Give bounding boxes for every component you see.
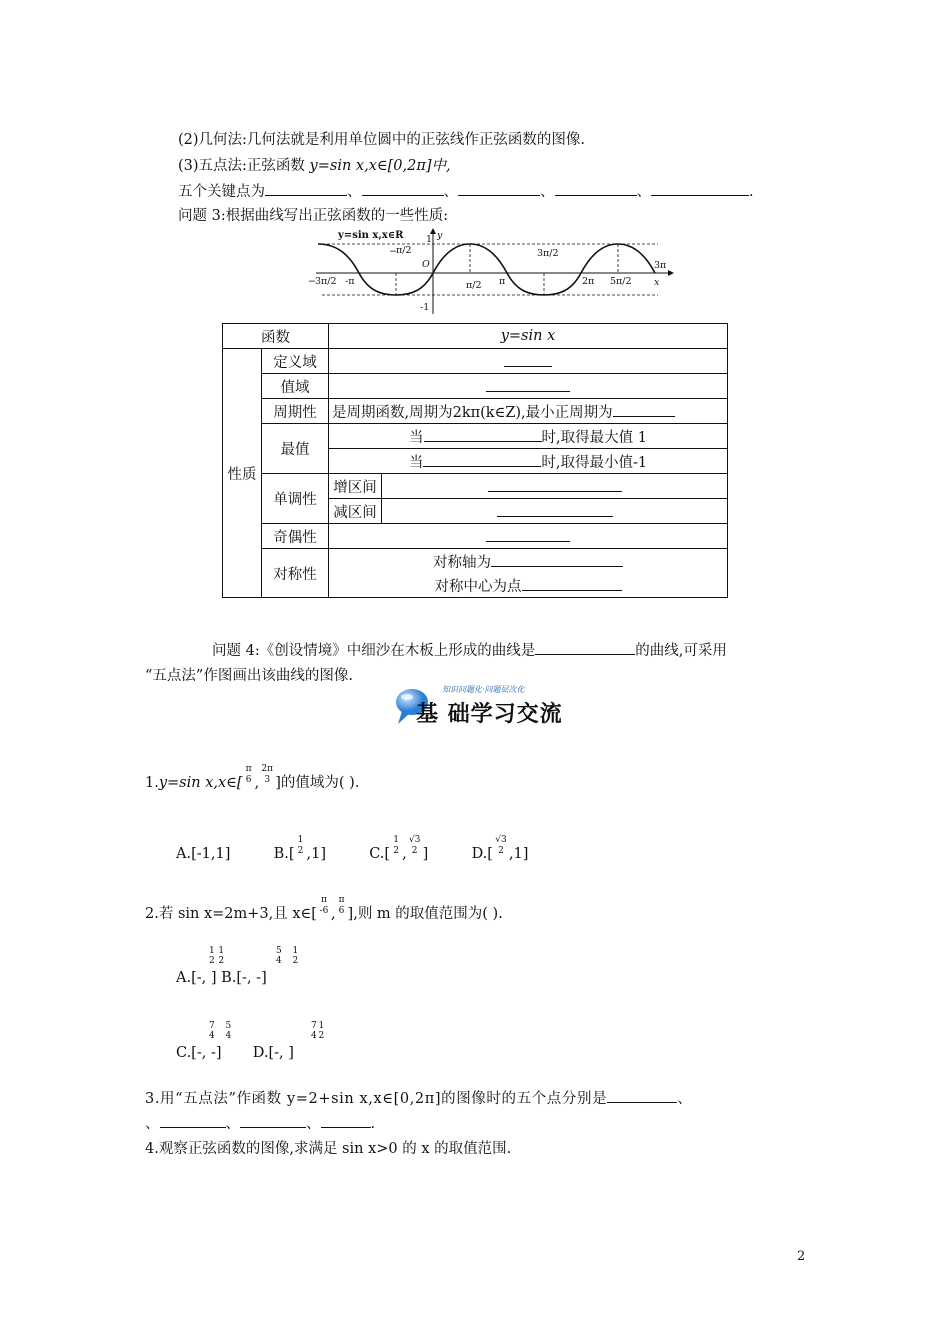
- exercise-2: 2.若 sin x=2m+3,且 x∈[ π -6 , π 6 ],则 m 的取值范围为( ).: [145, 895, 503, 922]
- sine-curve: [318, 244, 655, 295]
- svg-text:5π/2: 5π/2: [610, 276, 632, 287]
- five-point-method-line: [178, 154, 451, 175]
- q1-option-a[interactable]: A.[-1,1]: [176, 846, 231, 862]
- decrease-answer[interactable]: [382, 499, 728, 524]
- question-4-line1: 问题 4:《创设情境》中细沙在木板上形成的曲线是 的曲线,可采用: [212, 639, 727, 660]
- svg-text:3π: 3π: [654, 260, 667, 271]
- svg-text:-π: -π: [345, 276, 355, 287]
- section-banner: [394, 684, 564, 726]
- blank-5[interactable]: [651, 181, 749, 196]
- parity-answer[interactable]: [329, 524, 728, 549]
- group-label: 性质: [223, 349, 262, 598]
- blank-4[interactable]: [555, 181, 637, 196]
- row-monotone: 单调性: [262, 474, 329, 524]
- svg-text:π: π: [499, 276, 506, 287]
- five-point-prefix: (3)五点法:正弦函数: [178, 158, 310, 174]
- page-number: 2: [797, 1249, 806, 1264]
- exercise-2-options-ab: [176, 970, 267, 986]
- q2-option-b[interactable]: B.[-, -]: [221, 970, 267, 986]
- axis-cell: 对称轴为: [329, 549, 728, 574]
- q1-option-b[interactable]: B.[ 1 2 ,1]: [273, 835, 326, 862]
- svg-text:3π/2: 3π/2: [537, 248, 559, 259]
- properties-table: [222, 323, 728, 598]
- exercise-3-line2: 、 、 、 .: [145, 1112, 375, 1133]
- q1-option-d[interactable]: D.[ √3 2 ,1]: [471, 835, 529, 862]
- graph-title: y=sin x,x∈R: [338, 230, 404, 241]
- question-4-line2: “五点法”作图画出该曲线的图像.: [145, 668, 353, 684]
- domain-answer[interactable]: [329, 349, 728, 374]
- increase-answer[interactable]: [382, 474, 728, 499]
- key-points-label: 五个关键点为: [178, 184, 265, 200]
- exercise-3: 3.用“五点法”作函数 y=2+sin x,x∈[0,2π]的图像时的五个点分别是 、: [145, 1087, 692, 1108]
- max-cell: 当 时,取得最大值 1: [329, 424, 728, 449]
- svg-text:π/2: π/2: [466, 280, 482, 291]
- q2-option-d[interactable]: D.[-, ]: [252, 1045, 294, 1061]
- header-func: 函数: [223, 324, 329, 349]
- center-cell: 对称中心为点: [329, 573, 728, 598]
- q4-blank[interactable]: [535, 640, 635, 655]
- exercise-1: 1.y=sin x,x∈[ π 6 , 2π 3 ]的值域为( ).: [145, 764, 360, 791]
- key-points-line: 五个关键点为 、 、 、 、 .: [178, 180, 754, 201]
- decrease-label: 减区间: [329, 499, 382, 524]
- sine-graph: [308, 226, 676, 316]
- q2-option-a[interactable]: A.[-, ]: [176, 970, 217, 986]
- exercise-1-options: [176, 835, 529, 862]
- exercise-2-options-cd: [176, 1045, 294, 1061]
- svg-text:x: x: [654, 277, 660, 288]
- row-period: 周期性: [262, 399, 329, 424]
- svg-text:3π/2: 3π/2: [315, 276, 337, 287]
- blank-3[interactable]: [458, 181, 540, 196]
- header-value: y=sin x: [329, 324, 728, 349]
- svg-text:π/2: π/2: [396, 245, 412, 256]
- svg-text:y: y: [437, 230, 443, 241]
- svg-text:−: −: [389, 246, 397, 257]
- banner-title: 基 础学习交流: [416, 702, 563, 727]
- svg-text:−: −: [308, 276, 316, 287]
- svg-text:1: 1: [426, 234, 433, 245]
- five-point-func: y=sin x,x∈[0,2π]中,: [309, 158, 451, 174]
- blank-1[interactable]: [265, 181, 347, 196]
- svg-text:-1: -1: [420, 302, 430, 313]
- range-answer[interactable]: [329, 374, 728, 399]
- svg-text:O: O: [422, 259, 430, 270]
- increase-label: 增区间: [329, 474, 382, 499]
- min-cell: 当 时,取得最小值-1: [329, 449, 728, 474]
- question-3: 问题 3:根据曲线写出正弦函数的一些性质:: [178, 208, 449, 224]
- svg-text:2π: 2π: [582, 276, 595, 287]
- q2-option-c[interactable]: C.[-, -]: [176, 1045, 222, 1061]
- row-symmetry: 对称性: [262, 549, 329, 598]
- row-extreme: 最值: [262, 424, 329, 474]
- row-domain: 定义域: [262, 349, 329, 374]
- row-parity: 奇偶性: [262, 524, 329, 549]
- blank-2[interactable]: [362, 181, 444, 196]
- period-cell: 是周期函数,周期为2kπ(k∈Z),最小正周期为: [329, 399, 728, 424]
- exercise-4: 4.观察正弦函数的图像,求满足 sin x>0 的 x 的取值范围.: [145, 1141, 512, 1157]
- row-range: 值域: [262, 374, 329, 399]
- q1-option-c[interactable]: C.[ 1 2 , √3 2 ]: [369, 835, 429, 862]
- geometric-method-line: (2)几何法:几何法就是利用单位圆中的正弦线作正弦函数的图像.: [178, 132, 586, 148]
- period-blank[interactable]: [613, 402, 675, 417]
- banner-tag: 知识问题化·问题层次化: [442, 685, 525, 694]
